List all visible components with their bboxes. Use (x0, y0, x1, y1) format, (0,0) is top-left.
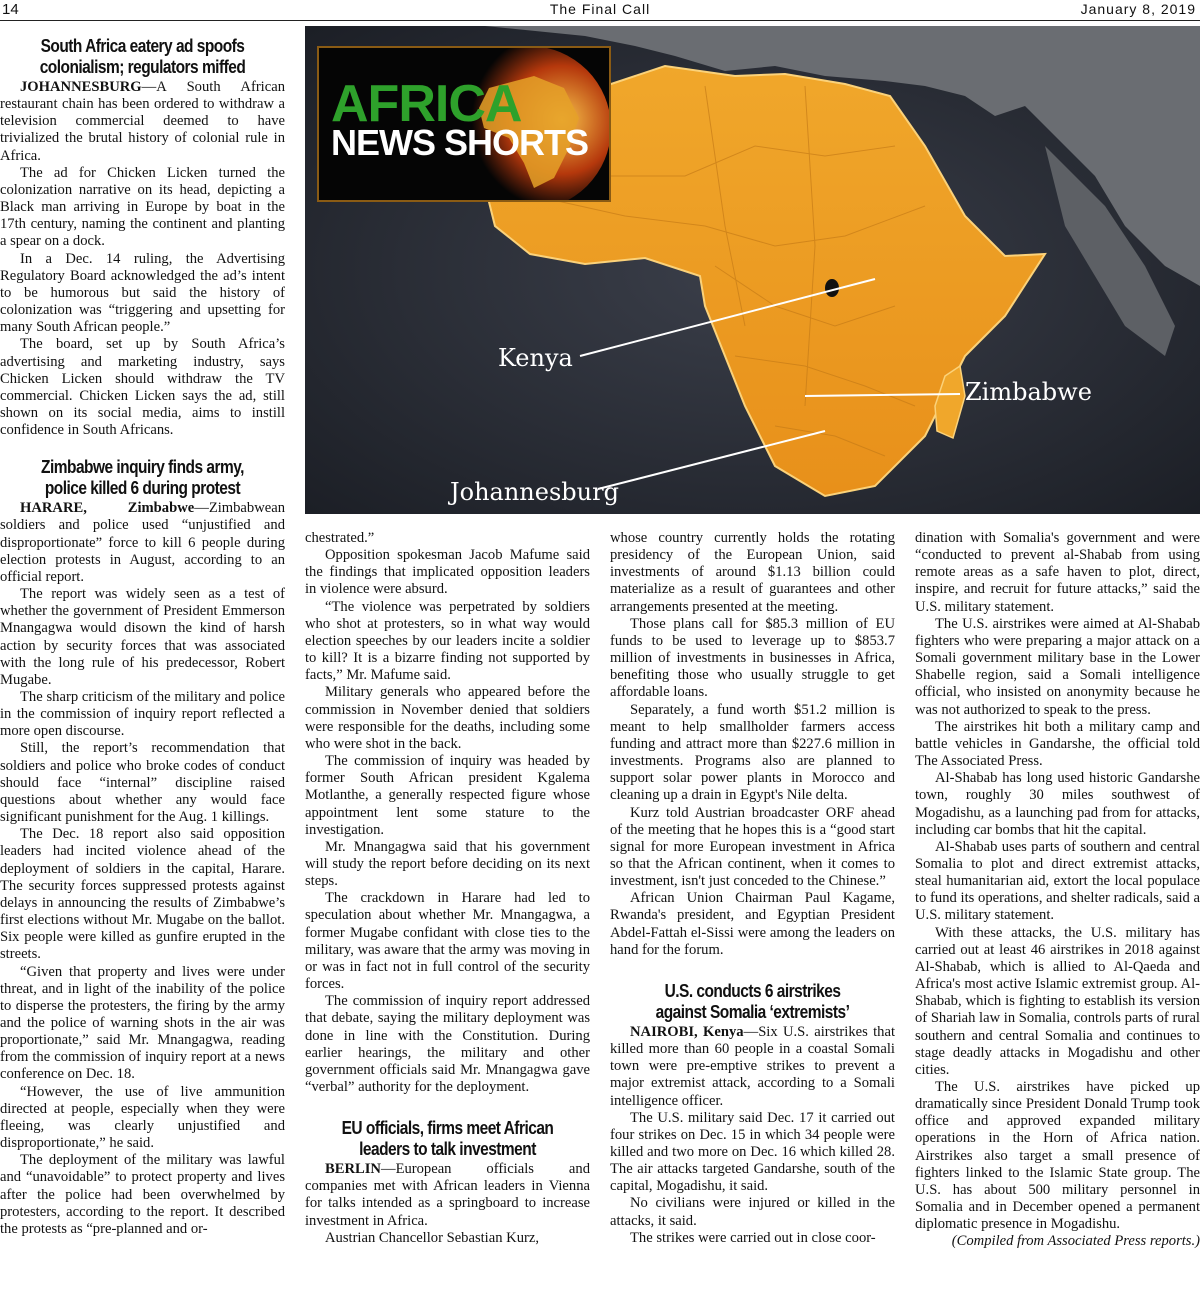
paragraph: chestrated.” (305, 530, 375, 546)
paragraph: With these attacks, the U.S. military has carried out at least 46 airstrikes in 2018 against Al-Shabab, which is allied to Al-Qaeda and Africa's most active Islamic extremist group. Al-Shabab, which is fighting to establish its version of Shariah law in Somalia, controls parts of rural southern and central Somalia and continues to stage deadly attacks in Mogadishu and other cities. (915, 924, 1200, 1078)
column-3: whose country currently holds the rotating presidency of the European Union, said investments of around $1.13 billion could materialize as a result of guarantees and other arrangements presented at the meeting. Those plans call for $85.3 million of EU funds to be used to leverage up to $853.7 million of investments in businesses in Africa, benefiting those who usually struggle to get affordable loans. Separately, a fund worth $51.2 million is meant to help smallholder farmers access funding and attract more than $227.6 million in investments. Programs also are planned to support solar power plants in Morocco and cleaning up a drain in Egypt's Nile delta. Kurz told Austrian broadcaster ORF ahead of the meeting that he hopes this is a “good start signal for more European investment in Africa so that the African continent, when it comes to investment, isn't just conceded to the Chinese.” African Union Chairman Paul Kagame, Rwanda's president, and Egyptian President Abdel-Fattah el-Sissi were among the leaders on hand for the forum. U.S. conducts 6 airstrikes against Somalia ‘extremists’ NAIROBI, Kenya—Six U.S. airstrikes that killed more than 60 people in a coastal Somali town were pre-emptive strikes to prevent a major extremist attack, according to a Somali intelligence officer. The U.S. military said Dec. 17 it carried out four strikes on Dec. 15 in which 34 people were killed and two more on Dec. 16 which killed 28. The air attacks targeted Gandarshe, south of the capital, Mogadishu, it said. No civilians were injured or killed in the attacks, it said. The strikes were carried out in close coor- (610, 530, 895, 1246)
column-1: South Africa eatery ad spoofs colonialism; regulators miffed JOHANNESBURG—A South African restaurant chain has been ordered to withdraw a television commercial deemed to have trivialized the brutal history of colonial rule in Africa. The ad for Chicken Licken turned the colonization narrative on its head, depicting a Black man arriving in Europe by boat in the 17th century, naming the continent and planting a spear on a dock. In a Dec. 14 ruling, the Advertising Regulatory Board acknowledged the ad’s intent to be humorous but said the history of colonization was “triggering and upsetting for many South African people.” The board, set up by South Africa’s advertising and marketing industry, says Chicken Licken should withdraw the TV commercial. Chicken Licken says the ad, still shown on its social media, aims to instill confidence in South Africans. Zimbabwe inquiry finds army, police killed 6 during protest HARARE, Zimbabwe—Zimbabwean soldiers and police used “unjustified and disproportionate” force to kill 6 people during election protests in August, according to an official report. The report was widely seen as a test of whether the government of President Emmerson Mnangagwa would disown the kind of harsh action by security forces that was associated with the long rule of his predecessor, Robert Mugabe. The sharp criticism of the military and police in the commission of inquiry report reflected a more open discourse. Still, the report’s recommendation that soldiers and police who broke codes of conduct should face “internal” discipline raised questions about whether any would face significant punishment for the Aug. 1 killings. The Dec. 18 report also said opposition leaders had incited violence ahead of the deployment of soldiers in the capital, Harare. The security forces suppressed protests against delays in announcing the results of Zimbabwe’s first elections without Mr. Mugabe on the ballot. Six people were killed as gunfire erupted in the streets. “Given that property and lives were under threat, and in light of the inability of the police to disperse the protesters, the firing by the army and the police of warning shots in the air was proportionate,” said Mr. Mnangagwa, reading from the commission of inquiry report at a news conference on Dec. 18. “However, the use of live ammunition directed at people, especially when they were fleeing, was clearly unjustified and disproportionate,” he said. The deployment of the military was lawful and “unavoidable” to protect property and lives after the police had been overwhelmed by protesters, according to the report. It described the protests as “pre-planned and or- (0, 36, 285, 1237)
story3-dateline: BERLIN (325, 1161, 381, 1178)
paragraph: In a Dec. 14 ruling, the Advertising Regulatory Board acknowledged the ad’s intent to be humorous but said the history of colonization was “triggering and upsetting for many South African people.” (0, 250, 285, 336)
paragraph: The ad for Chicken Licken turned the colonization narrative on its head, depicting a Black man arriving in Europe by boat in the 17th century, naming the continent and planting a spear on a dock. (0, 164, 285, 250)
africa-map-graphic (305, 26, 1200, 514)
story2-dateline: HARARE, Zimbabwe (20, 500, 195, 517)
story4-headline: U.S. conducts 6 airstrikes against Somalia ‘extremists’ (655, 980, 850, 1022)
article-credit: (Compiled from Associated Press reports.) (951, 1233, 1200, 1250)
paragraph: Military generals who appeared before the commission in November denied that soldiers were responsible for the deaths, including some who were shot in the back. (305, 684, 590, 752)
page-header (0, 0, 1200, 21)
map-label-johannesburg: Johannesburg (450, 478, 619, 506)
column-4 (915, 530, 1200, 1251)
paragraph: The deployment of the military was lawful and “unavoidable” to protect property and lives after the police had been overwhelmed by protesters, according to the report. It described the protests as “pre-planned and or- (0, 1152, 285, 1237)
paragraph: Kurz told Austrian broadcaster ORF ahead of the meeting that he hopes this is a “good start signal for more European investment in Africa so that the African continent, when it comes to investment, isn't just conceded to the Chinese.” (610, 804, 895, 890)
paragraph: “The violence was perpetrated by soldiers who shot at protesters, so in what way would election speeches by our leaders incite a soldier to kill? It is a bizarre finding not supported by facts,” Mr. Mafume said. (305, 598, 590, 684)
paragraph: Opposition spokesman Jacob Mafume said the findings that implicated opposition leaders in violence were absurd. (305, 547, 590, 598)
paragraph: The airstrikes hit both a military camp and battle vehicles in Gandarshe, the official told The Associated Press. (915, 718, 1200, 770)
paragraph: The commission of inquiry was headed by former South African president Kgalema Motlanthe, a generally respected figure whose appointment lent some stature to the investigation. (305, 753, 590, 838)
paragraph: “However, the use of live ammunition directed at people, especially when they were fleeing, was clearly unjustified and disproportionate,” he said. (0, 1083, 285, 1152)
paragraph: Still, the report’s recommendation that soldiers and police who broke codes of conduct should face “internal” discipline raised questions about whether any would face significant punishment for the Aug. 1 killings. (0, 740, 285, 826)
publication-name: The Final Call (549, 1, 651, 17)
paragraph: The crackdown in Harare had led to speculation about whether Mr. Mnangagwa, a former Mugabe confidant with close ties to the military, was aware that the army was moving in or was in fact not in full control of the security forces. (305, 890, 590, 993)
paragraph: The strikes were carried out in close coor- (630, 1229, 876, 1246)
paragraph: Austrian Chancellor Sebastian Kurz, (325, 1229, 539, 1246)
paragraph: Al-Shabab has long used historic Gandarshe town, roughly 30 miles southwest of Mogadishu, as a launching pad from for attacks, including car bombs that hit the capital. (915, 770, 1200, 838)
africa-news-shorts-logo (317, 46, 611, 202)
paragraph: The U.S. airstrikes were aimed at Al-Shabab fighters who were preparing a major attack on a Somali government military base in the Lower Shabelle region, said a Somali intelligence official, who insisted on anonymity because he was not authorized to speak to the press. (915, 615, 1200, 718)
paragraph: The U.S. airstrikes have picked up dramatically since President Donald Trump took office and approved expanded military operations in the Horn of Africa nation. Airstrikes also target a small presence of fighters linked to the Islamic State group. The U.S. has about 500 military personnel in Somalia and in December opened a permanent diplomatic presence in Mogadishu. (915, 1079, 1200, 1233)
paragraph: African Union Chairman Paul Kagame, Rwanda's president, and Egyptian President Abdel-Fattah el-Sissi were among the leaders on hand for the forum. (610, 890, 895, 958)
issue-date: January 8, 2019 (1080, 1, 1196, 17)
paragraph: Separately, a fund worth $51.2 million is meant to help smallholder farmers access funding and attract more than $227.6 million in investments. Programs also are planned to support solar power plants in Morocco and cleaning up a drain in Egypt's Nile delta. (610, 701, 895, 804)
paragraph: Al-Shabab uses parts of southern and central Somalia to plot and direct extremist attacks, steal humanitarian aid, extort the local populace to fund its operations, and shelter radicals, said a U.S. military statement. (915, 838, 1200, 924)
paragraph: The Dec. 18 report also said opposition leaders had incited violence ahead of the deployment of soldiers in the capital, Harare. The security forces suppressed protests against delays in announcing the results of Zimbabwe’s first elections without Mr. Mugabe on the ballot. Six people were killed as gunfire erupted in the streets. (0, 826, 285, 963)
story4-dateline: NAIROBI, Kenya (630, 1023, 744, 1040)
map-label-kenya: Kenya (498, 344, 573, 372)
paragraph: dination with Somalia's government and were “conducted to prevent al-Shabab from using remote areas as a safe haven to plot, direct, inspire, and recruit for future attacks,” said the U.S. military statement. (915, 530, 1200, 615)
column-2: chestrated.” Opposition spokesman Jacob Mafume said the findings that implicated opposition leaders in violence were absurd. “The violence was perpetrated by soldiers who shot at protesters, so in what way would election speeches by our leaders incite a soldier to kill? It is a bizarre finding not supported by facts,” Mr. Mafume said. Military generals who appeared before the commission in November denied that soldiers were responsible for the deaths, including some who were shot in the back. The commission of inquiry was headed by former South African president Kgalema Motlanthe, a generally respected figure whose appointment lent some stature to the investigation. Mr. Mnangagwa said that his government will study the report before deciding on its next steps. The crackdown in Harare had led to speculation about whether Mr. Mnangagwa, a former Mugabe confidant with close ties to the military, was aware that the army was moving in or was in fact not in full control of the security forces. The commission of inquiry report addressed that debate, saying the military deployment was done in line with the Constitution. During earlier hearings, the military and other government officials said Mr. Mnangagwa gave “verbal” authority for the deployment. EU officials, firms meet African leaders to talk investment BERLIN—European officials and companies met with African leaders in Vienna for talks intended as a springboard to increase investment in Africa. Austrian Chancellor Sebastian Kurz, (305, 530, 590, 1246)
logo-africa-text: AFRICA (331, 75, 522, 133)
logo-news-shorts-text: NEWS SHORTS (331, 122, 589, 163)
paragraph: No civilians were injured or killed in the attacks, it said. (610, 1195, 895, 1229)
story1-dateline: JOHANNESBURG (20, 79, 142, 95)
paragraph: The sharp criticism of the military and police in the commission of inquiry report reflected a more open discourse. (0, 689, 285, 740)
paragraph: The report was widely seen as a test of whether the government of President Emmerson Mnangagwa would disown the kind of harsh action by security forces that was associated with the long rule of his predecessor, Robert Mugabe. (0, 586, 285, 688)
paragraph: whose country currently holds the rotating presidency of the European Union, said investments of around $1.13 billion could materialize as a result of guarantees and other arrangements presented at the meeting. (610, 530, 895, 615)
paragraph: Mr. Mnangagwa said that his government will study the report before deciding on its next steps. (305, 838, 590, 890)
paragraph: The U.S. military said Dec. 17 it carried out four strikes on Dec. 15 in which 34 people were killed and two more on Dec. 16 which killed 28. The air attacks targeted Gandarshe, south of the capital, Mogadishu, it said. (610, 1109, 895, 1195)
map-label-zimbabwe: Zimbabwe (965, 378, 1092, 406)
page-number: 14 (2, 1, 19, 18)
paragraph: Those plans call for $85.3 million of EU funds to be used to leverage up to $853.7 million of investments in businesses in Africa, benefiting those who usually struggle to get affordable loans. (610, 615, 895, 701)
story3-headline: EU officials, firms meet African leaders to talk investment (341, 1118, 554, 1160)
paragraph: The commission of inquiry report addressed that debate, saying the military deployment was done in line with the Constitution. During earlier hearings, the military and other government officials said Mr. Mnangagwa gave “verbal” authority for the deployment. (305, 993, 590, 1095)
paragraph: The board, set up by South Africa’s advertising and marketing industry, says Chicken Licken should withdraw the TV commercial. Chicken Licken says the ad, still shown on its social media, aims to instill confidence in South Africans. (0, 336, 285, 439)
story1-headline: South Africa eatery ad spoofs colonialism; regulators miffed (39, 36, 246, 77)
story2-headline: Zimbabwe inquiry finds army, police killed 6 during protest (41, 457, 244, 499)
paragraph: “Given that property and lives were under threat, and in light of the inability of the police to disperse the protesters, the firing by the army and the police of warning shots in the air was proportionate,” said Mr. Mnangagwa, reading from the commission of inquiry report at a news conference on Dec. 18. (0, 963, 285, 1083)
